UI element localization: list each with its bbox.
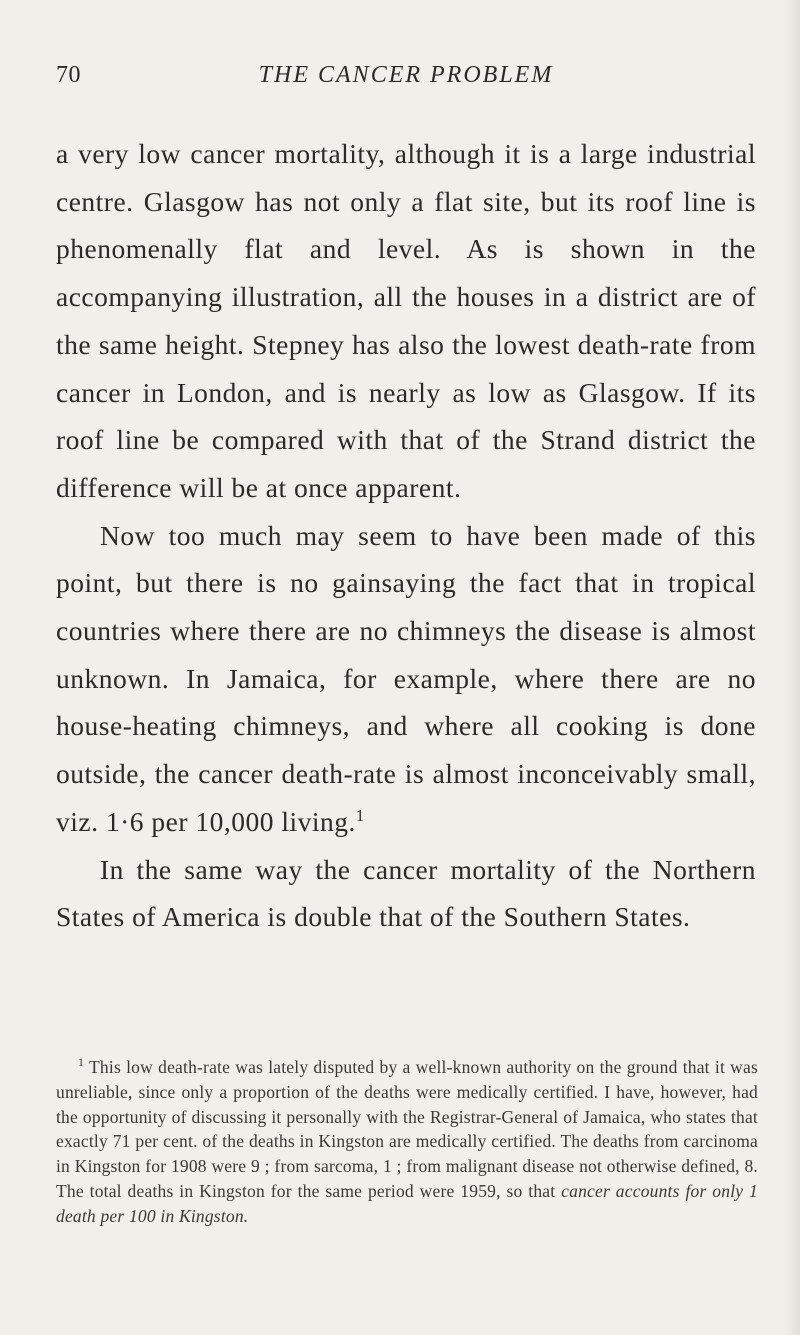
page-number: 70 — [56, 62, 81, 88]
running-title: THE CANCER PROBLEM — [258, 62, 554, 88]
footnote-text: This low death-rate was lately disputed by a well-known authority on the ground that it was unreliable, since only a proportion of the deaths were medically certified. I have, however, had the opportunity of discussing it personally with the Registrar-General of Jamaica, who states that exactly 71 per cent. of the deaths in Kingston are medically certified. The deaths from carcinoma in Kingston for 1908 were 9 ; from sarcoma, 1 ; from malignant disease not otherwise defined, 8. The total deaths in Kingston for the same period were 1959, so that — [56, 1057, 758, 1201]
footnote-marker: 1 — [78, 1055, 85, 1070]
paragraph-chimneys — [56, 512, 756, 846]
main-text — [56, 130, 756, 941]
paragraph-chimneys-text: Now too much may seem to have been made of this point, but there is no gainsaying the fact that in tropical countries where there are no chimneys the disease is almost unknown. In Jamaica, for example, where there are no house-heating chimneys, and where all cooking is done outside, the cancer death-rate is almost inconceivably small, viz. 1·6 per 10,000 living. — [56, 519, 756, 837]
footnote-area — [56, 1055, 758, 1229]
footnote — [56, 1055, 758, 1229]
paragraph-america: In the same way the cancer mortality of the Northern States of America is double that of the Southern States. — [56, 853, 756, 933]
footnote-reference[interactable]: 1 — [355, 805, 365, 825]
paragraph-continued: a very low cancer mortality, although it is a large industrial centre. Glasgow has not only a flat site, but its roof line is phenomenally flat and level. As is shown in the accompanying illustration, all the houses in a district are of the same height. Stepney has also the lowest death-rate from cancer in London, and is nearly as low as Glasgow. If its roof line be compared with that of the Strand district the difference will be at once apparent. — [56, 138, 756, 503]
running-head — [56, 62, 756, 102]
footnote-italic-text: cancer accounts for only 1 death per 100 in Kingston. — [56, 1180, 758, 1226]
page-edge-shadow — [786, 0, 800, 1335]
